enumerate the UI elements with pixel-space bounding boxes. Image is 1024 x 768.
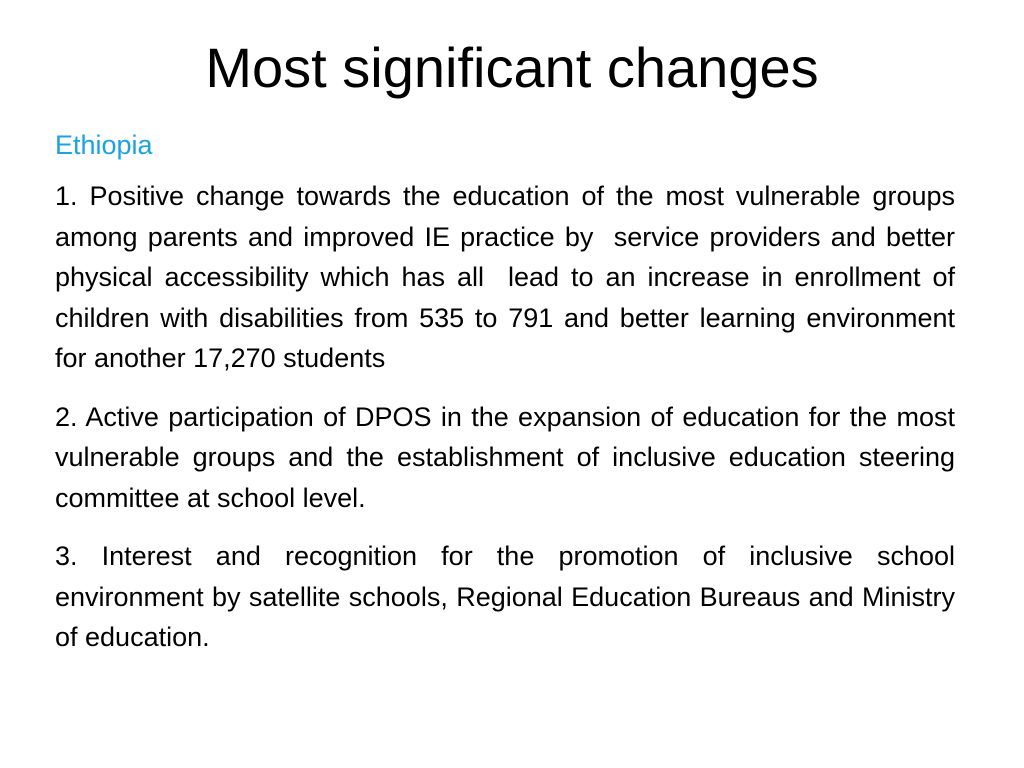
slide-title: Most significant changes [205, 36, 819, 99]
slide-content [55, 126, 963, 658]
country-subtitle: Ethiopia [55, 130, 153, 160]
change-point-2: 2. Active participation of DPOS in the expansion of education for the most vulnerable groups and the establishment of inclusive education steering committee at school level. [55, 401, 963, 513]
change-point-1: 1. Positive change towards the education of the most vulnerable groups among parents and improved IE practice by service providers and better physical accessibility which has all lead to an increase in enrollment of children with disabilities from 535 to 791 and better learning environment for another 17,270 students [55, 181, 963, 373]
change-point-3: 3. Interest and recognition for the promotion of inclusive school environment by satellite schools, Regional Education Bureaus and Ministry of education. [55, 541, 963, 652]
